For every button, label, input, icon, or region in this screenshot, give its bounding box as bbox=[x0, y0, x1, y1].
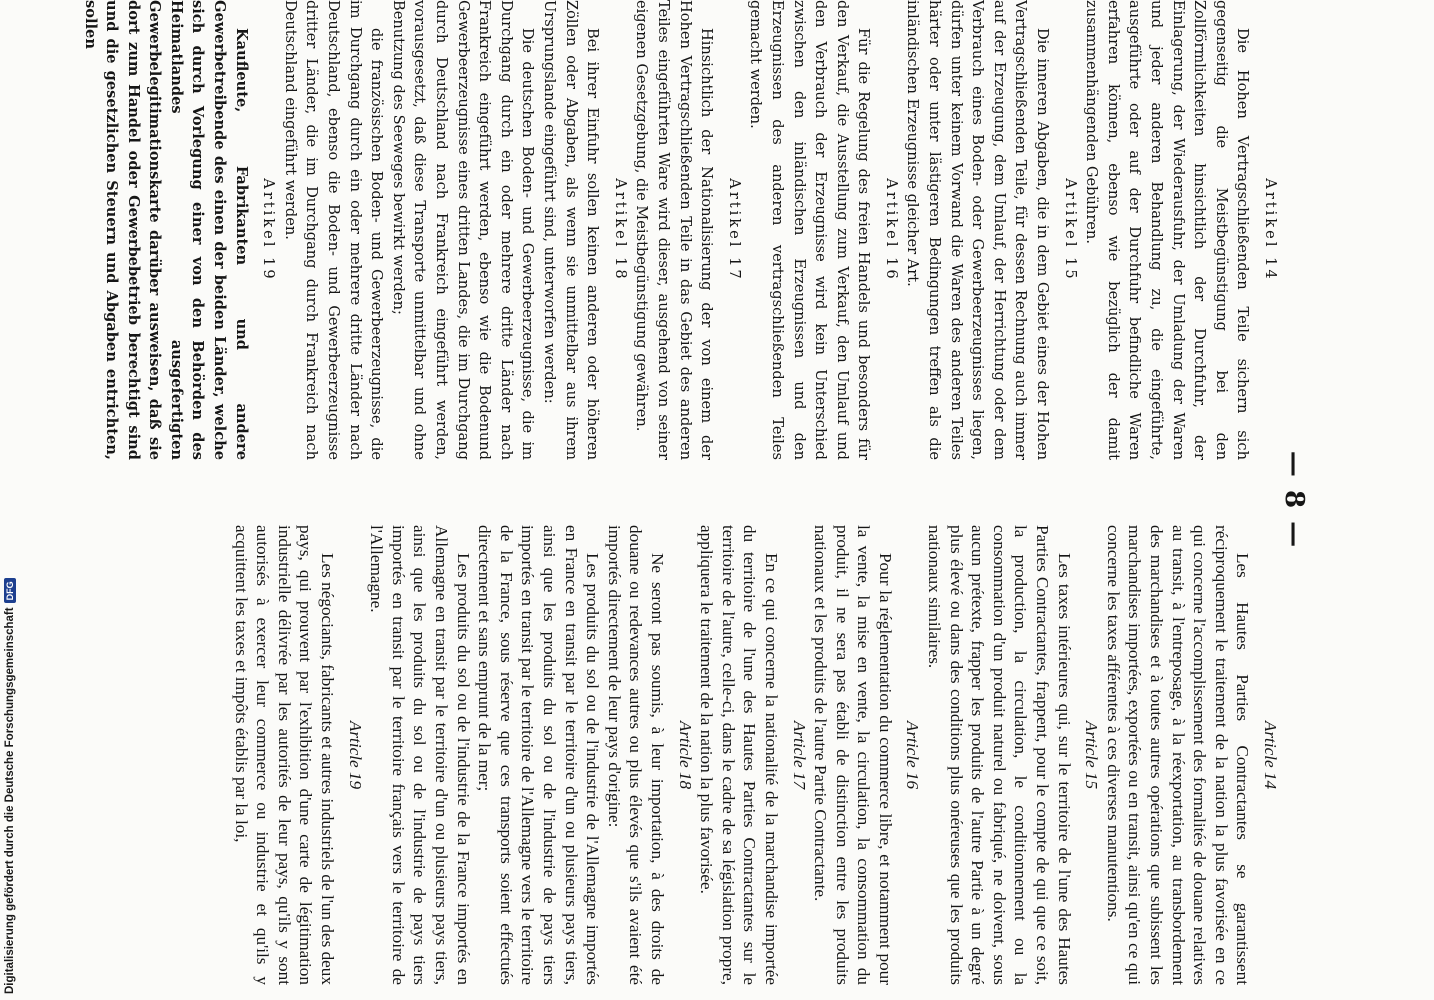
article-title: Article 15 bbox=[1082, 720, 1102, 790]
german-article-17 bbox=[631, 0, 745, 460]
german-article-18 bbox=[279, 0, 631, 460]
french-article-14 bbox=[1102, 525, 1281, 985]
french-text-column bbox=[230, 525, 1281, 985]
article-title: Artikel 18 bbox=[611, 178, 629, 282]
article-paragraph: Kaufleute, Fabrikanten und andere Gewerbetreibende des einen der beiden Länder, welche sich durch Vorlegung einer von den Behörden des Heimatlandes ausgefertigten Gewerbelegitimationskarte darüber ausweisen, daß sie dort zum Handel oder Gewerbebetrieb berechtigt sind und die gesetzlichen Steuern und Abgaben entrichten, sollen bbox=[81, 0, 250, 460]
article-paragraph: Hinsichtlich der Nationalisierung der von einem der Hohen Vertragschließenden Teile in das Gebiet des anderen Teiles eingeführten Ware wird dieser, ausgehend von seiner eigenen Gesetzgebung, die Meistbegünstigung gewähren. bbox=[633, 0, 716, 460]
article-title: Article 14 bbox=[1261, 720, 1280, 790]
german-article-19 bbox=[79, 0, 279, 460]
french-article-19 bbox=[230, 525, 366, 985]
article-paragraph: die französischen Boden- und Gewerbeerzeugnisse, die im Durchgang durch ein oder mehrere dritte Länder nach Deutschland, ebenso die Boden- und Gewerbeerzeugnisse dritter Länder, die im Durchgang durch Frankreich nach Deutschland eingeführt werden. bbox=[281, 0, 386, 460]
page-number: — 8 — bbox=[1279, 450, 1309, 550]
article-paragraph: Ne seront pas soumis, à leur importation, à des droits de douane ou redevances autres ou plus élevés que s'ils avaient été importés directement de leur pays d'origine: bbox=[604, 525, 667, 985]
french-article-17 bbox=[696, 525, 810, 985]
article-title: Article 17 bbox=[789, 720, 809, 790]
article-paragraph: Die inneren Abgaben, die in dem Gebiet eines der Hohen Vertragschließenden Teile, für dessen Rechnung auch immer auf der Erzeugung, dem Umlauf, der Herrichtung oder dem Verbrauch eines Boden- oder Gewerbeerzeugnisses liegen, dürfen unter keinem Vorwand die Waren des anderen Teiles härter oder unter lästigeren Bedingungen treffen als die inländischen Erzeugnisse gleicher Art. bbox=[904, 0, 1052, 460]
french-article-18 bbox=[366, 525, 696, 985]
credit-text: Digitalisierung gefördert durch die Deutsche Forschungsgemeinschaft bbox=[4, 607, 16, 994]
german-article-16 bbox=[745, 0, 902, 460]
article-title: Artikel 19 bbox=[260, 178, 278, 282]
article-title: Article 18 bbox=[675, 720, 695, 790]
article-paragraph: Pour la réglementation du commerce libre, et notamment pour la vente, la mise en vente, la circulation, la consommation du produit, il ne sera pas établi de distinction entre les produits nationaux et les produits de l'autre Partie Contractante. bbox=[811, 525, 895, 985]
dfg-logo: DFG bbox=[4, 578, 16, 603]
article-title: Artikel 16 bbox=[882, 178, 900, 282]
german-text-column bbox=[79, 0, 1281, 460]
article-paragraph: Les négociants, fabricants et autres industriels de l'un des deux pays, qui prouvent par l'exhibition d'une carte de légitimation industrielle délivrée par les autorités de leur pays, qu'ils y sont autorisés à exercer leur commerce ou industrie et qu'ils y acquittent les taxes et impôts établis par la loi, bbox=[231, 525, 338, 985]
article-paragraph: Die Hohen Vertragschließenden Teile sichern sich gegenseitig die Meistbegünstigung bei den Zollförmlichkeiten hinsichtlich der Durchfuhr, der Einlagerung, der Wiederausfuhr, der Umladung der Waren und jeder anderen Behandlung zu, die eingeführte, ausgeführte oder auf der Durchfuhr befindliche Waren erfahren können, ebenso wie bezüglich der damit zusammenhängenden Gebühren. bbox=[1083, 0, 1252, 460]
article-title: Artikel 15 bbox=[1061, 178, 1079, 282]
german-article-14 bbox=[1081, 0, 1281, 460]
article-title: Artikel 17 bbox=[725, 178, 743, 282]
french-article-16 bbox=[810, 525, 924, 985]
printed-page bbox=[81, 0, 1317, 1000]
german-article-15 bbox=[902, 0, 1081, 460]
article-title: Article 19 bbox=[345, 720, 365, 790]
digitization-credit bbox=[0, 0, 20, 1000]
article-title: Artikel 14 bbox=[1262, 178, 1279, 282]
article-paragraph: Die deutschen Boden- und Gewerbeerzeugnisse, die im Durchgang durch ein oder mehrere dritte Länder nach Frankreich eingeführt werden, ebenso wie die Bodenund Gewerbeerzeugnisse eines dritten Landes, die im Durchgang durch Deutschland nach Frankreich eingeführt werden, vorausgesetzt, daß diese Transporte unmittelbar und ohne Benutzung des Seeweges bewirkt werden; bbox=[389, 0, 537, 460]
article-paragraph: Les taxes intérieures qui, sur le territoire de l'une des Hautes Parties Contractantes, frappent, pour le compte de qui que ce soit, la production, la circulation, le conditionnement ou la consommation d'un produit naturel ou fabriqué, ne doivent, sous aucun prétexte, frapper les produits de l'autre Partie à un degré plus élevé ou dans des conditions plus onéreuses que les produits nationaux similaires. bbox=[925, 525, 1074, 985]
article-paragraph: Für die Regelung des freien Handels und besonders für den Verkauf, die Ausstellung zum Verkauf, den Umlauf und den Verbrauch der Erzeugnisse wird kein Unterschied zwischen den inländischen Erzeugnissen und den Erzeugnissen des anderen vertragschließenden Teiles gemacht werden. bbox=[747, 0, 873, 460]
article-paragraph: En ce qui concerne la nationalité de la marchandise importée du territoire de l'une des Hautes Parties Contractantes sur le territoire de l'autre, celle-ci, dans le cadre de sa législation propre, appliquera le traitement de la nation la plus favorisée. bbox=[697, 525, 781, 985]
french-article-15 bbox=[924, 525, 1103, 985]
article-paragraph: Les produits du sol ou de l'industrie de l'Allemagne importés en France en transit par le territoire d'un ou plusieurs pays tiers, ainsi que les produits du sol ou de l'industrie de pays tiers importés en transit par le territoire de l'Allemagne vers le territoire de la France, sous réserve que ces transports soient effectués directement et sans emprunt de la mer; bbox=[475, 525, 603, 985]
article-paragraph: Les Hautes Parties Contractantes se garantissent réciproquement le traitement de la nation la plus favorisée en ce qui concerne l'accomplissement des formalités de douane relatives au transit, à l'entreposage, à la réexportation, au transbordement des marchandises et à toutes autres opérations que subissent les marchandises importées, exportées ou en transit, ainsi qu'en ce qui concerne les taxes afférentes à ces diverses manutentions. bbox=[1103, 525, 1253, 985]
article-paragraph: Bei ihrer Einfuhr sollen keinen anderen oder höheren Zöllen oder Abgaben, als wenn sie unmittelbar aus ihrem Ursprungslande eingeführt sind, unterworfen werden: bbox=[541, 0, 602, 460]
article-title: Article 16 bbox=[903, 720, 923, 790]
article-paragraph: Les produits du sol ou de l'industrie de la France importés en Allemagne en transit par le territoire d'un ou plusieurs pays tiers, ainsi que les produits du sol ou de l'industrie de pays tiers importés en transit par le territoire français vers le territoire de l'Allemagne. bbox=[367, 525, 473, 985]
